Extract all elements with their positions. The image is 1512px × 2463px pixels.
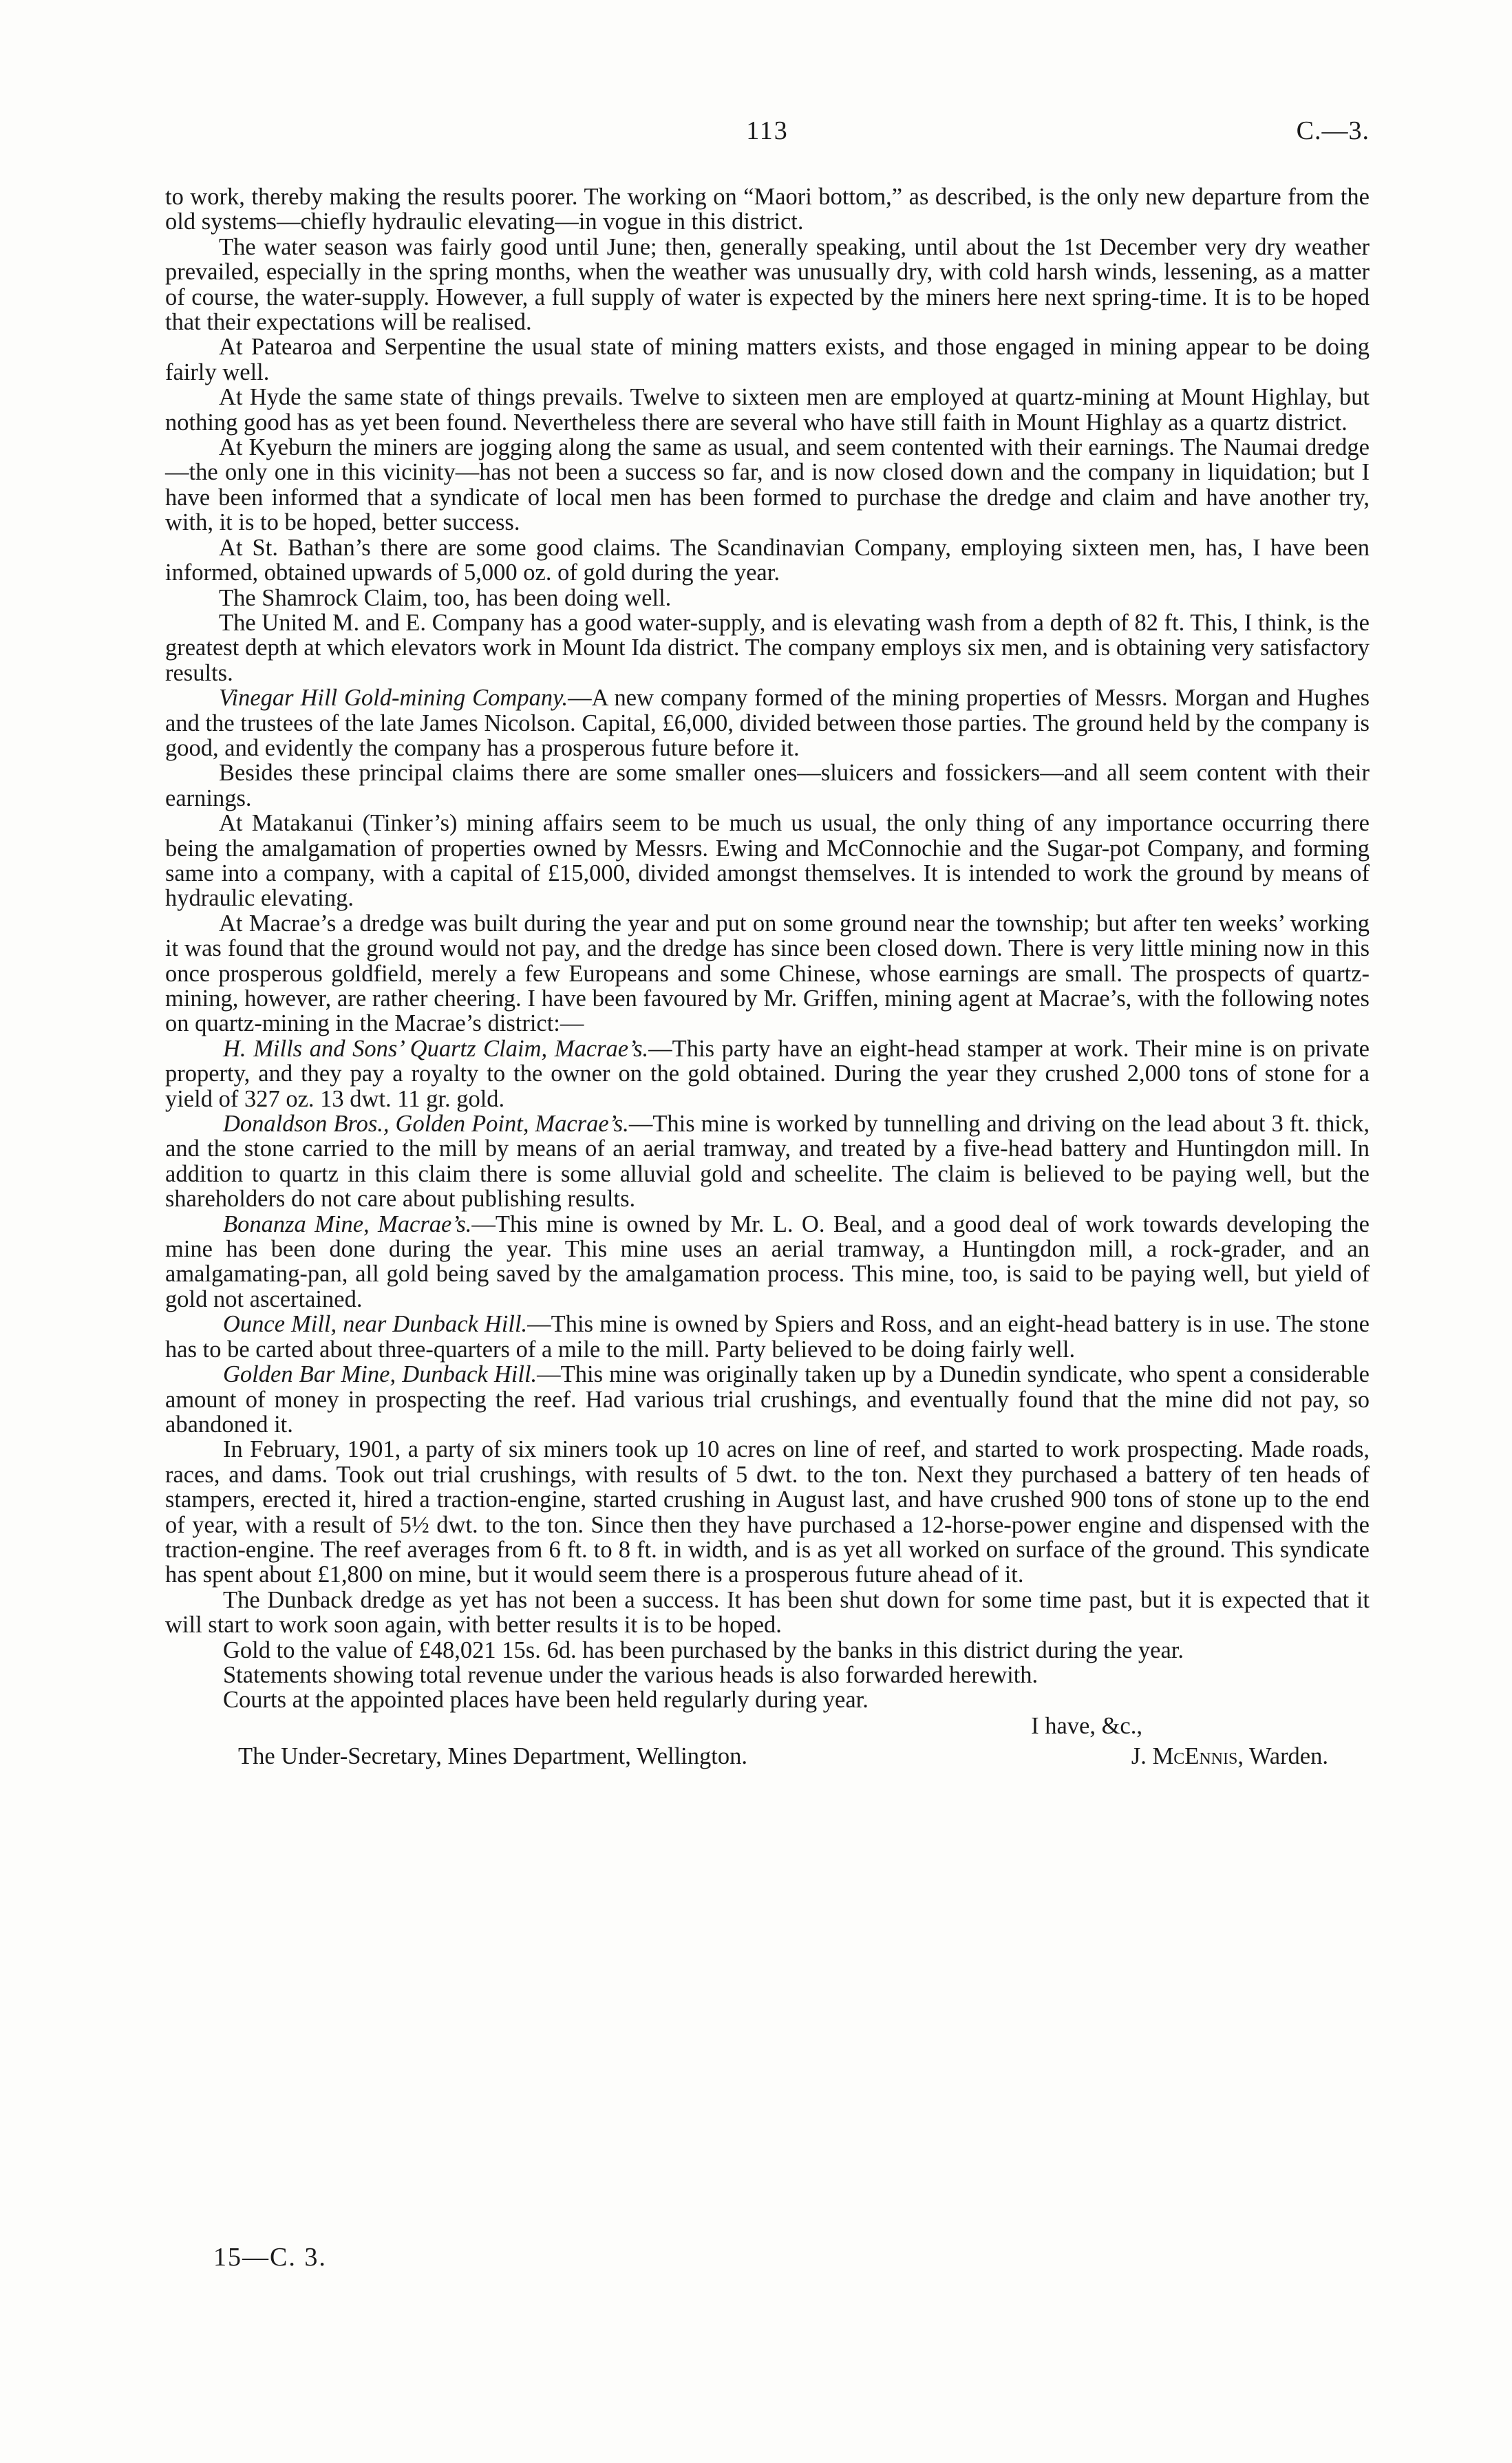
- addressee: The Under-Secretary, Mines Department, Wellington.: [238, 1742, 747, 1769]
- company-description: —This mine is owned by Mr. L. O. Beal, and a good deal of work towards developing the mine has been done during the year. This mine uses an aerial tramway, a Huntingdon mill, a rock-grader, and an amalgamating-pan, all gold being saved by the amalgamation process. This mine, too, is said to be paying well, but yield of gold not ascertained.: [165, 1211, 1370, 1312]
- company-name: Ounce Mill, near Dunback Hill.: [223, 1311, 528, 1338]
- signature-initial: J.: [1131, 1742, 1153, 1769]
- company-name: H. Mills and Sons’ Quartz Claim, Macrae’s.: [223, 1035, 649, 1062]
- company-paragraph: [165, 1312, 1370, 1362]
- paragraph: The United M. and E. Company has a good water-supply, and is elevating wash from a depth of 82 ft. This, I think, is the greatest depth at which elevators work in Mount Ida district. The company employs six men, and is obtaining very satisfactory results.: [165, 609, 1370, 686]
- signature-title: , Warden.: [1237, 1742, 1328, 1769]
- company-description: —This party have an eight-head stamper at work. Their mine is on private property, and they pay a royalty to the owner on the gold obtained. During the year they crushed 2,000 tons of stone for a yield of 327 oz. 13 dwt. 11 gr. gold.: [165, 1035, 1370, 1112]
- signature-name: McEnnis: [1152, 1742, 1238, 1769]
- company-paragraph: [165, 1036, 1370, 1111]
- signature: [1131, 1743, 1328, 1769]
- company-paragraph: [165, 685, 1370, 760]
- report-body: [165, 184, 1370, 1773]
- closing-block: [165, 1713, 1370, 1773]
- page-header: [165, 116, 1370, 157]
- paragraph: Courts at the appointed places have been held regularly during year.: [223, 1687, 869, 1714]
- signature-row: [165, 1743, 1370, 1773]
- company-name: Bonanza Mine, Macrae’s.: [223, 1211, 472, 1237]
- company-paragraph: [165, 1111, 1370, 1212]
- paragraph: The water season was fairly good until June; then, generally speaking, until about the 1st December very dry weather prevailed, especially in the spring months, when the weather was unusually dry, with cold harsh winds, lessening, as a matter of course, the water-supply. However, a full supply of water is expected by the miners here next spring-time. It is to be hoped that their expectations will be realised.: [165, 233, 1370, 336]
- paragraph: At Macrae’s a dredge was built during the year and put on some ground near the township; but after ten weeks’ working it was found that the ground would not pay, and the dredge has since been closed down. There is very little mining now in this once prosperous goldfield, merely a few Europeans and some Chinese, whose earnings are small. The prospects of quartz-mining, however, are rather cheering. I have been favoured by Mr. Griffen, mining agent at Macrae’s, with the following notes on quartz-mining in the Macrae’s district:—: [165, 910, 1370, 1037]
- company-paragraph: [165, 1362, 1370, 1437]
- paragraph: Besides these principal claims there are some smaller ones—sluicers and fossickers—and all seem content with their earnings.: [165, 760, 1370, 811]
- paragraph: The Dunback dredge as yet has not been a success. It has been shut down for some time past, but it is expected that it will start to work soon again, with better results it is to be hoped.: [165, 1586, 1370, 1639]
- company-description: —This mine is owned by Spiers and Ross, and an eight-head battery is in use. The stone has to be carted about three-quarters of a mile to the mill. Party believed to be doing fairly well.: [165, 1311, 1370, 1363]
- document-reference: C.—3.: [1296, 116, 1370, 145]
- paragraph: Gold to the value of £48,021 15s. 6d. has been purchased by the banks in this district during the year.: [223, 1636, 1184, 1663]
- paragraph: At St. Bathan’s there are some good claims. The Scandinavian Company, employing sixteen men, has, I have been informed, obtained upwards of 5,000 oz. of gold during the year.: [165, 534, 1370, 586]
- paragraph: At Kyeburn the miners are jogging along the same as usual, and seem contented with their earnings. The Naumai dredge—the only one in this vicinity—has not been a success so far, and is now closed down and the company in liquidation; but I have been informed that a syndicate of local men has been formed to purchase the dredge and claim and have another try, with, it is to be hoped, better success.: [165, 434, 1370, 536]
- paragraph: Statements showing total revenue under the various heads is also forwarded herewith.: [223, 1661, 1039, 1688]
- company-description: —A new company formed of the mining properties of Messrs. Morgan and Hughes and the trustees of the late James Nicolson. Capital, £6,000, divided between those parties. The ground held by the company is good, and evidently the company has a prosperous future before it.: [165, 685, 1370, 761]
- page-number: 113: [746, 116, 789, 145]
- valediction: I have, &c.,: [1031, 1712, 1142, 1739]
- printer-signature-mark: 15—C. 3.: [213, 2243, 327, 2272]
- paragraph: In February, 1901, a party of six miners took up 10 acres on line of reef, and started to work prospecting. Made roads, races, and dams. Took out trial crushings, with results of 5 dwt. to the ton. Next they purchased a battery of ten heads of stampers, erected it, hired a traction-engine, started crushing in August last, and have crushed 900 tons of stone up to the end of year, with a result of 5½ dwt. to the ton. Since then they have purchased a 12-horse-power engine and dispensed with the traction-engine. The reef averages from 6 ft. to 8 ft. in width, and is as yet all worked on surface of the ground. This syndicate has spent about £1,800 on mine, but it would seem there is a prosperous future ahead of it.: [165, 1436, 1370, 1588]
- company-description: —This mine is worked by tunnelling and driving on the lead about 3 ft. thick, and the stone carried to the mill by means of an aerial tramway, and treated by a five-head battery and Huntingdon mill. In addition to quartz in this claim there is some alluvial gold and scheelite. The claim is believed to be paying well, but the shareholders do not care about publishing results.: [165, 1111, 1370, 1213]
- paragraph: At Hyde the same state of things prevails. Twelve to sixteen men are employed at quartz-mining at Mount Highlay, but nothing good has as yet been found. Nevertheless there are several who have still faith in Mount Highlay as a quartz district.: [165, 384, 1370, 436]
- paragraph: At Matakanui (Tinker’s) mining affairs seem to be much us usual, the only thing of any importance occurring there being the amalgamation of properties owned by Messrs. Ewing and McConnochie and the Sugar-pot Company, and forming same into a company, with a capital of £15,000, divided amongst themselves. It is intended to work the ground by means of hydraulic elevating.: [165, 810, 1370, 912]
- company-description: —This mine was originally taken up by a Dunedin syndicate, who spent a considerable amount of money in prospecting the reef. Had various trial crushings, and eventually found that the mine did not pay, so abandoned it.: [165, 1361, 1370, 1438]
- paragraph: At Patearoa and Serpentine the usual state of mining matters exists, and those engaged in mining appear to be doing fairly well.: [165, 334, 1370, 385]
- company-name: Vinegar Hill Gold-mining Company.: [219, 685, 568, 712]
- company-name: Golden Bar Mine, Dunback Hill.: [223, 1361, 537, 1388]
- company-paragraph: [165, 1212, 1370, 1312]
- company-name: Donaldson Bros., Golden Point, Macrae’s.: [223, 1111, 629, 1138]
- paragraph: to work, thereby making the results poorer. The working on “Maori bottom,” as described, is the only new departure from the old systems—chiefly hydraulic elevating—in vogue in this district.: [165, 184, 1370, 235]
- paragraph: The Shamrock Claim, too, has been doing well.: [219, 584, 672, 611]
